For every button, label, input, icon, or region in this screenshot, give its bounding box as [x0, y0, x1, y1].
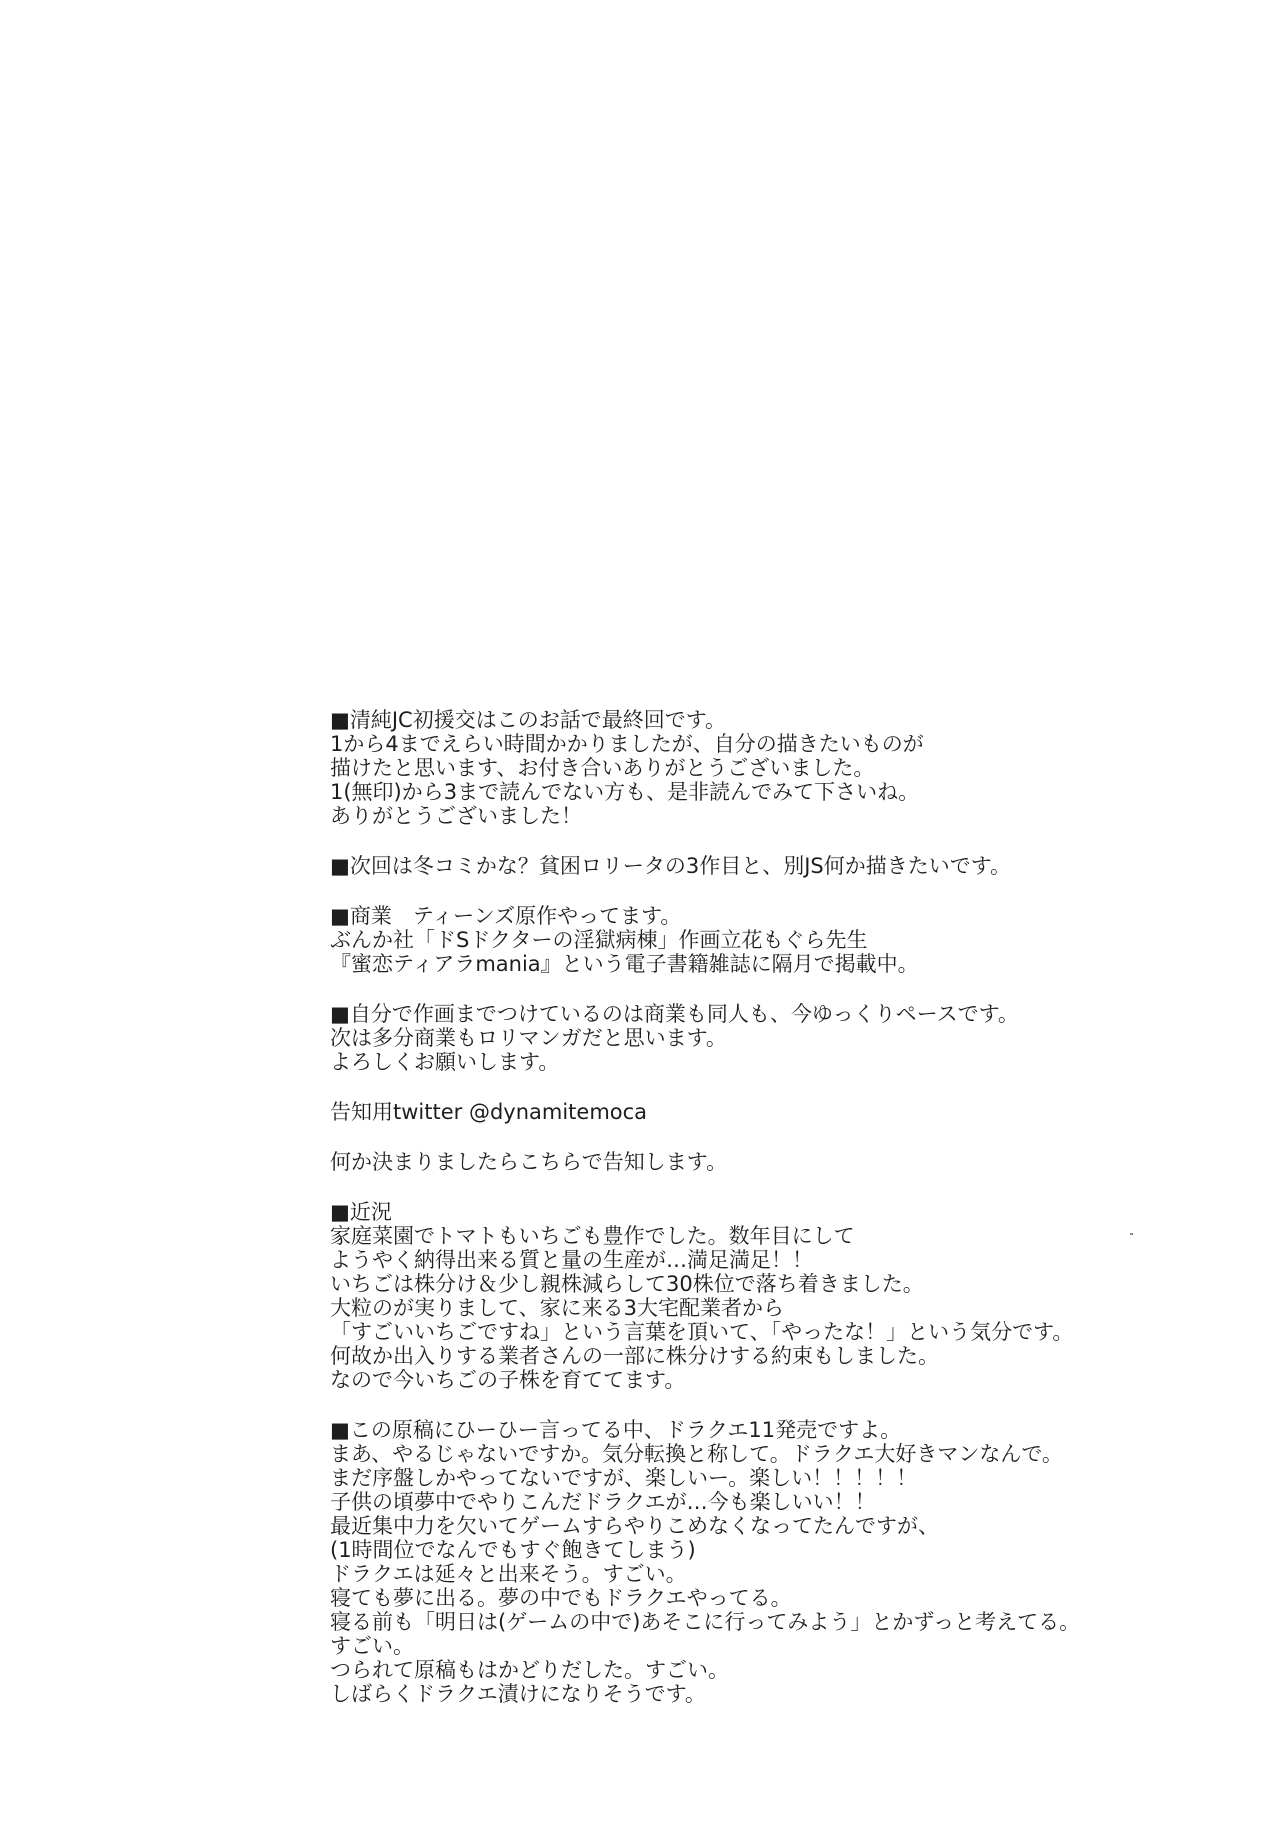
text-line: いちごは株分け＆少し親株減らして30株位で落ち着きました。 — [330, 1272, 924, 1296]
text-line: ■商業 ティーンズ原作やってます。 — [330, 904, 682, 928]
text-line: ぶんか社「ドSドクターの淫獄病棟」作画立花もぐら先生 — [330, 928, 868, 952]
twitter-handle: 告知用twitter @dynamitemoca — [330, 1100, 648, 1124]
text-line: ありがとうございました！ — [330, 804, 582, 828]
text-line: ■自分で作画までつけているのは商業も同人も、今ゆっくりペースです。 — [330, 1002, 1019, 1026]
text-line: まだ序盤しかやってないですが、楽しいー。楽しい！！！！！ — [330, 1466, 918, 1490]
text-line: しばらくドラクエ漬けになりそうです。 — [330, 1682, 706, 1706]
text-line: よろしくお願いします。 — [330, 1050, 560, 1074]
text-line: 描けたと思います、お付き合いありがとうございました。 — [330, 756, 875, 780]
text-line: つられて原稿もはかどりだした。すごい。 — [330, 1658, 729, 1682]
section-heading: ■近況 — [330, 1200, 392, 1224]
paragraph-announce — [330, 1150, 1250, 1174]
text-line: 寝ても夢に出る。夢の中でもドラクエやってる。 — [330, 1586, 792, 1610]
text-line: 寝る前も「明日は(ゲームの中で)あそこに行ってみよう」とかずっと考えてる。 — [330, 1610, 1081, 1634]
text-line: ■清純JC初援交はこのお話で最終回です。 — [330, 708, 727, 732]
text-line: 1(無印)から3まで読んでない方も、是非読んでみて下さいね。 — [330, 780, 920, 804]
text-line: (1時間位でなんでもすぐ飽きてしまう) — [330, 1538, 696, 1562]
paragraph-pace — [330, 1002, 1250, 1074]
paragraph-recent-news — [330, 1200, 1250, 1392]
text-line: 「すごいいちごですね」という言葉を頂いて、「やったな！」という気分です。 — [330, 1320, 1074, 1344]
text-line: 大粒のが実りまして、家に来る3大宅配業者から — [330, 1296, 784, 1320]
text-line: 何か決まりましたらこちらで告知します。 — [330, 1150, 728, 1174]
text-line: まあ、やるじゃないですか。気分転換と称して。ドラクエ大好きマンなんで。 — [330, 1442, 1063, 1466]
scan-speck — [1130, 1233, 1133, 1235]
text-line: 子供の頃夢中でやりこんだドラクエが…今も楽しいい！！ — [330, 1490, 876, 1514]
paragraph-final-episode — [330, 708, 1250, 828]
text-line: 次は多分商業もロリマンガだと思います。 — [330, 1026, 727, 1050]
text-line: 家庭菜園でトマトもいちごも豊作でした。数年目にして — [330, 1224, 855, 1248]
afterword-text — [330, 708, 1250, 1732]
text-line: 1から4までえらい時間かかりましたが、自分の描きたいものが — [330, 732, 924, 756]
text-line: なので今いちごの子株を育ててます。 — [330, 1368, 686, 1392]
text-line: 何故か出入りする業者さんの一部に株分けする約束もしました。 — [330, 1344, 939, 1368]
paragraph-twitter — [330, 1100, 1250, 1124]
text-line: すごい。 — [330, 1634, 414, 1658]
text-line: 最近集中力を欠いてゲームすらやりこめなくなってたんですが、 — [330, 1514, 939, 1538]
text-line: ■この原稿にひーひー言ってる中、ドラクエ11発売ですよ。 — [330, 1418, 902, 1442]
paragraph-next-time — [330, 854, 1250, 878]
text-line: 『蜜恋ティアラmania』という電子書籍雑誌に隔月で掲載中。 — [330, 952, 919, 976]
text-line: ようやく納得出来る質と量の生産が…満足満足！！ — [330, 1248, 813, 1272]
paragraph-commercial — [330, 904, 1250, 976]
text-line: ■次回は冬コミかな？貧困ロリータの3作目と、別JS何か描きたいです。 — [330, 854, 1012, 878]
paragraph-dragon-quest — [330, 1418, 1250, 1706]
text-line: ドラクエは延々と出来そう。すごい。 — [330, 1562, 687, 1586]
